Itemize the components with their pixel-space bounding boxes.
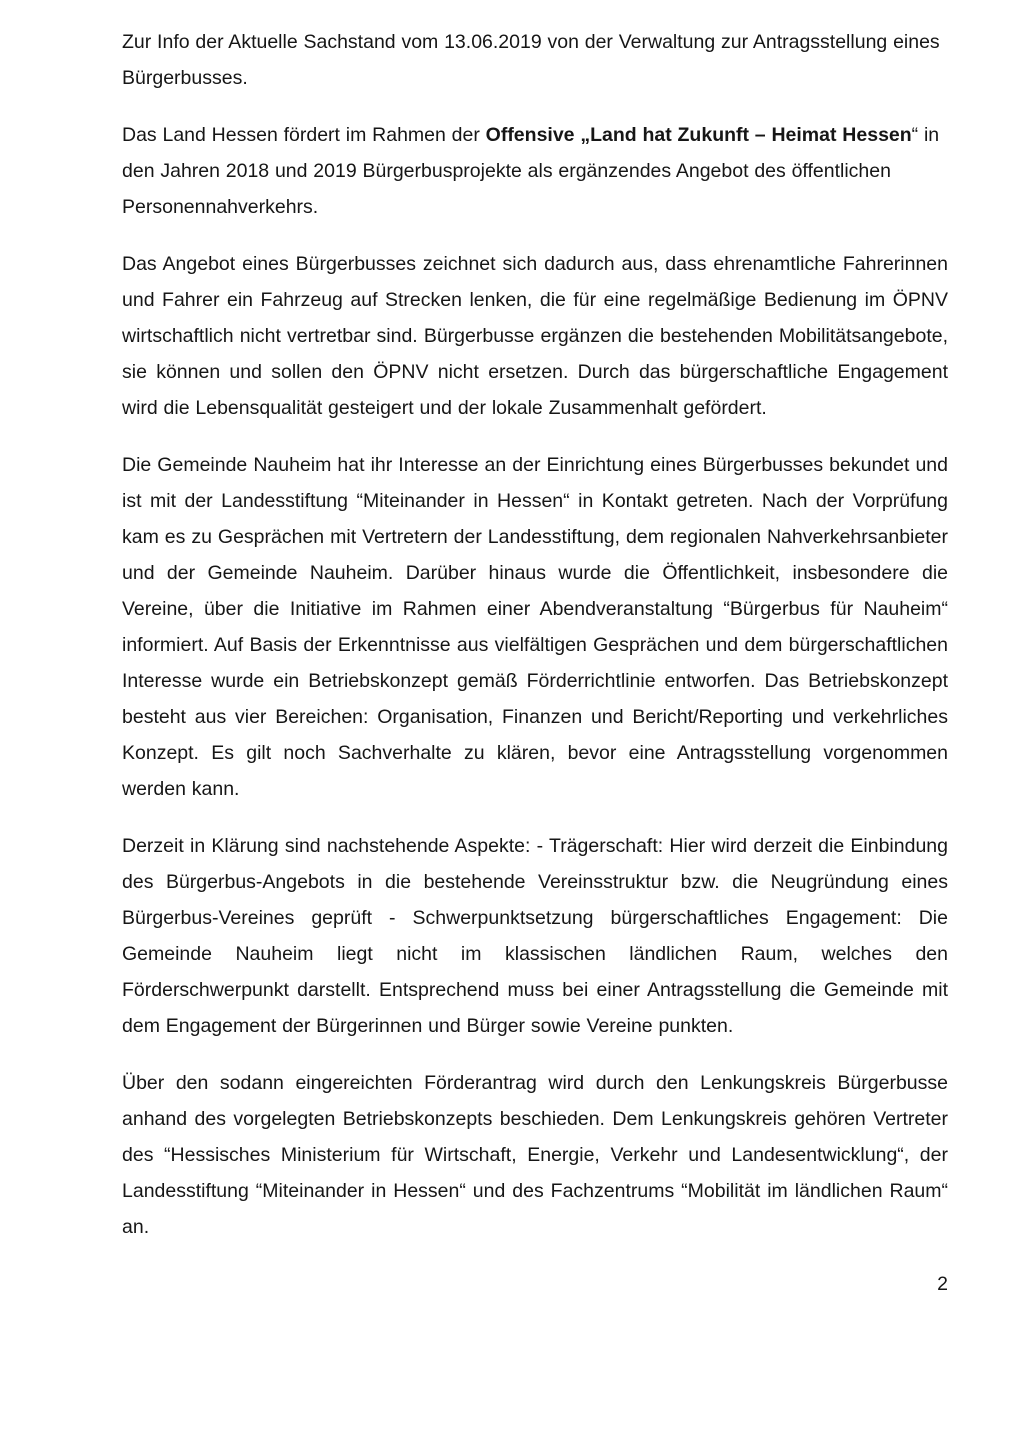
paragraph: [122, 117, 948, 225]
text-run: Das Angebot eines Bürgerbusses zeichnet sich dadurch aus, dass ehrenamtliche Fahrerinnen und Fahrer ein Fahrzeug auf Strecken lenken, die für eine regelmäßige Bedienung im ÖPNV wirtschaftlich nicht vertretbar sind. Bürgerbusse ergänzen die bestehenden Mobilitätsangebote, sie können und sollen den ÖPNV nicht ersetzen. Durch das bürgerschaftliche Engagement wird die Lebensqualität gesteigert und der lokale Zusammenhalt gefördert.: [122, 253, 948, 419]
text-run: Über den sodann eingereichten Förderantrag wird durch den Lenkungskreis Bürgerbusse anhand des vorgelegten Betriebskonzepts beschieden. Dem Lenkungskreis gehören Vertreter des “Hessisches Ministerium für Wirtschaft, Energie, Verkehr und Landesentwicklung“, der Landesstiftung “Miteinander in Hessen“ und des Fachzentrums “Mobilität im ländlichen Raum“ an.: [122, 1072, 948, 1238]
text-run: Zur Info der Aktuelle Sachstand vom 13.06.2019 von der Verwaltung zur Antragsstellung eines Bürgerbusses.: [122, 31, 940, 89]
document-body: [122, 24, 948, 1245]
paragraph: [122, 24, 948, 96]
page-footer: [122, 1266, 948, 1302]
text-run: “ in den Jahren 2018 und 2019 Bürgerbusprojekte als ergänzendes Angebot des öffentlichen Personennahverkehrs.: [122, 124, 940, 218]
text-run: Die Gemeinde Nauheim hat ihr Interesse an der Einrichtung eines Bürgerbusses bekundet und ist mit der Landesstiftung “Miteinander in Hessen“ in Kontakt getreten. Nach der Vorprüfung kam es zu Gesprächen mit Vertretern der Landesstiftung, dem regionalen Nahverkehrsanbieter und der Gemeinde Nauheim. Darüber hinaus wurde die Öffentlichkeit, insbesondere die Vereine, über die Initiative im Rahmen einer Abendveranstaltung “Bürgerbus für Nauheim“ informiert. Auf Basis der Erkenntnisse aus vielfältigen Gesprächen und dem bürgerschaftlichen Interesse wurde ein Betriebskonzept gemäß Förderrichtlinie entworfen. Das Betriebskonzept besteht aus vier Bereichen: Organisation, Finanzen und Bericht/Reporting und verkehrliches Konzept. Es gilt noch Sachverhalte zu klären, bevor eine Antragsstellung vorgenommen werden kann.: [122, 454, 948, 800]
text-run-bold: Offensive „Land hat Zukunft – Heimat Hessen: [485, 124, 912, 146]
page-number: 2: [937, 1273, 948, 1295]
paragraph: [122, 447, 948, 807]
paragraph: [122, 246, 948, 426]
paragraph: [122, 828, 948, 1044]
text-run: Das Land Hessen fördert im Rahmen der: [122, 124, 486, 146]
text-run: Derzeit in Klärung sind nachstehende Aspekte: - Trägerschaft: Hier wird derzeit die Einbindung des Bürgerbus-Angebots in die bestehende Vereinsstruktur bzw. die Neugründung eines Bürgerbus-Vereines geprüft - Schwerpunktsetzung bürgerschaftliches Engagement: Die Gemeinde Nauheim liegt nicht im klassischen ländlichen Raum, welches den Förderschwerpunkt darstellt. Entsprechend muss bei einer Antragsstellung die Gemeinde mit dem Engagement der Bürgerinnen und Bürger sowie Vereine punkten.: [122, 835, 948, 1037]
paragraph: [122, 1065, 948, 1245]
